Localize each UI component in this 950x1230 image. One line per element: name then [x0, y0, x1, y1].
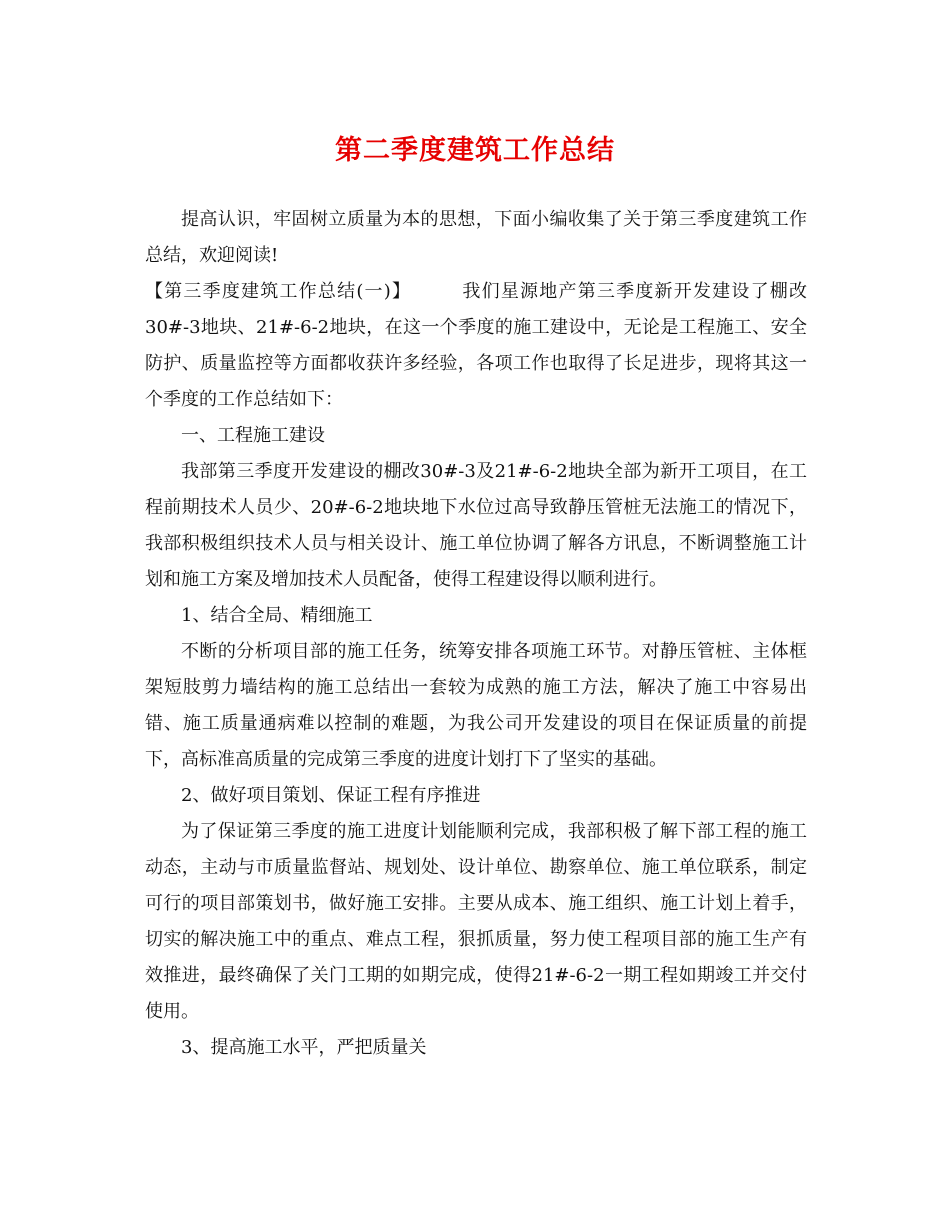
paragraph-2: 不断的分析项目部的施工任务，统筹安排各项施工环节。对静压管桩、主体框架短肢剪力墙结构的施工总结出一套较为成熟的施工方法，解决了施工中容易出错、施工质量通病难以控制的难题，为我公司开发建设的项目在保证质量的前提下，高标准高质量的完成第三季度的进度计划打下了坚实的基础。 — [145, 641, 807, 770]
document-title: 第二季度建筑工作总结 — [335, 135, 615, 166]
section-lead-text: 我们星源地产第三季度新开发建设了棚改30#-3地块、21#-6-2地块，在这一个季度的施工建设中，无论是工程施工、安全防护、质量监控等方面都收获许多经验，各项工作也取得了长足进步，现将其这一个季度的工作总结如下： — [145, 281, 808, 410]
intro-paragraph: 提高认识，牢固树立质量为本的思想，下面小编收集了关于第三季度建筑工作总结，欢迎阅读! — [145, 209, 807, 266]
heading-1: 一、工程施工建设 — [181, 425, 325, 446]
section-label: 【第三季度建筑工作总结(一)】 — [145, 281, 412, 302]
heading-4: 3、提高施工水平，严把质量关 — [181, 1037, 427, 1058]
heading-3: 2、做好项目策划、保证工程有序推进 — [181, 785, 481, 806]
paragraph-1: 我部第三季度开发建设的棚改30#-3及21#-6-2地块全部为新开工项目，在工程前期技术人员少、20#-6-2地块地下水位过高导致静压管桩无法施工的情况下，我部积极组织技术人员与相关设计、施工单位协调了解各方讯息，不断调整施工计划和施工方案及增加技术人员配备，使得工程建设得以顺利进行。 — [145, 461, 807, 590]
document-body — [145, 202, 807, 1066]
heading-2: 1、结合全局、精细施工 — [181, 605, 373, 626]
paragraph-3: 为了保证第三季度的施工进度计划能顺利完成，我部积极了解下部工程的施工动态，主动与市质量监督站、规划处、设计单位、勘察单位、施工单位联系，制定可行的项目部策划书，做好施工安排。主要从成本、施工组织、施工计划上着手，切实的解决施工中的重点、难点工程，狠抓质量，努力使工程项目部的施工生产有效推进，最终确保了关门工期的如期完成，使得21#-6-2一期工程如期竣工并交付使用。 — [145, 821, 807, 1022]
section-lead-paragraph — [145, 274, 807, 418]
